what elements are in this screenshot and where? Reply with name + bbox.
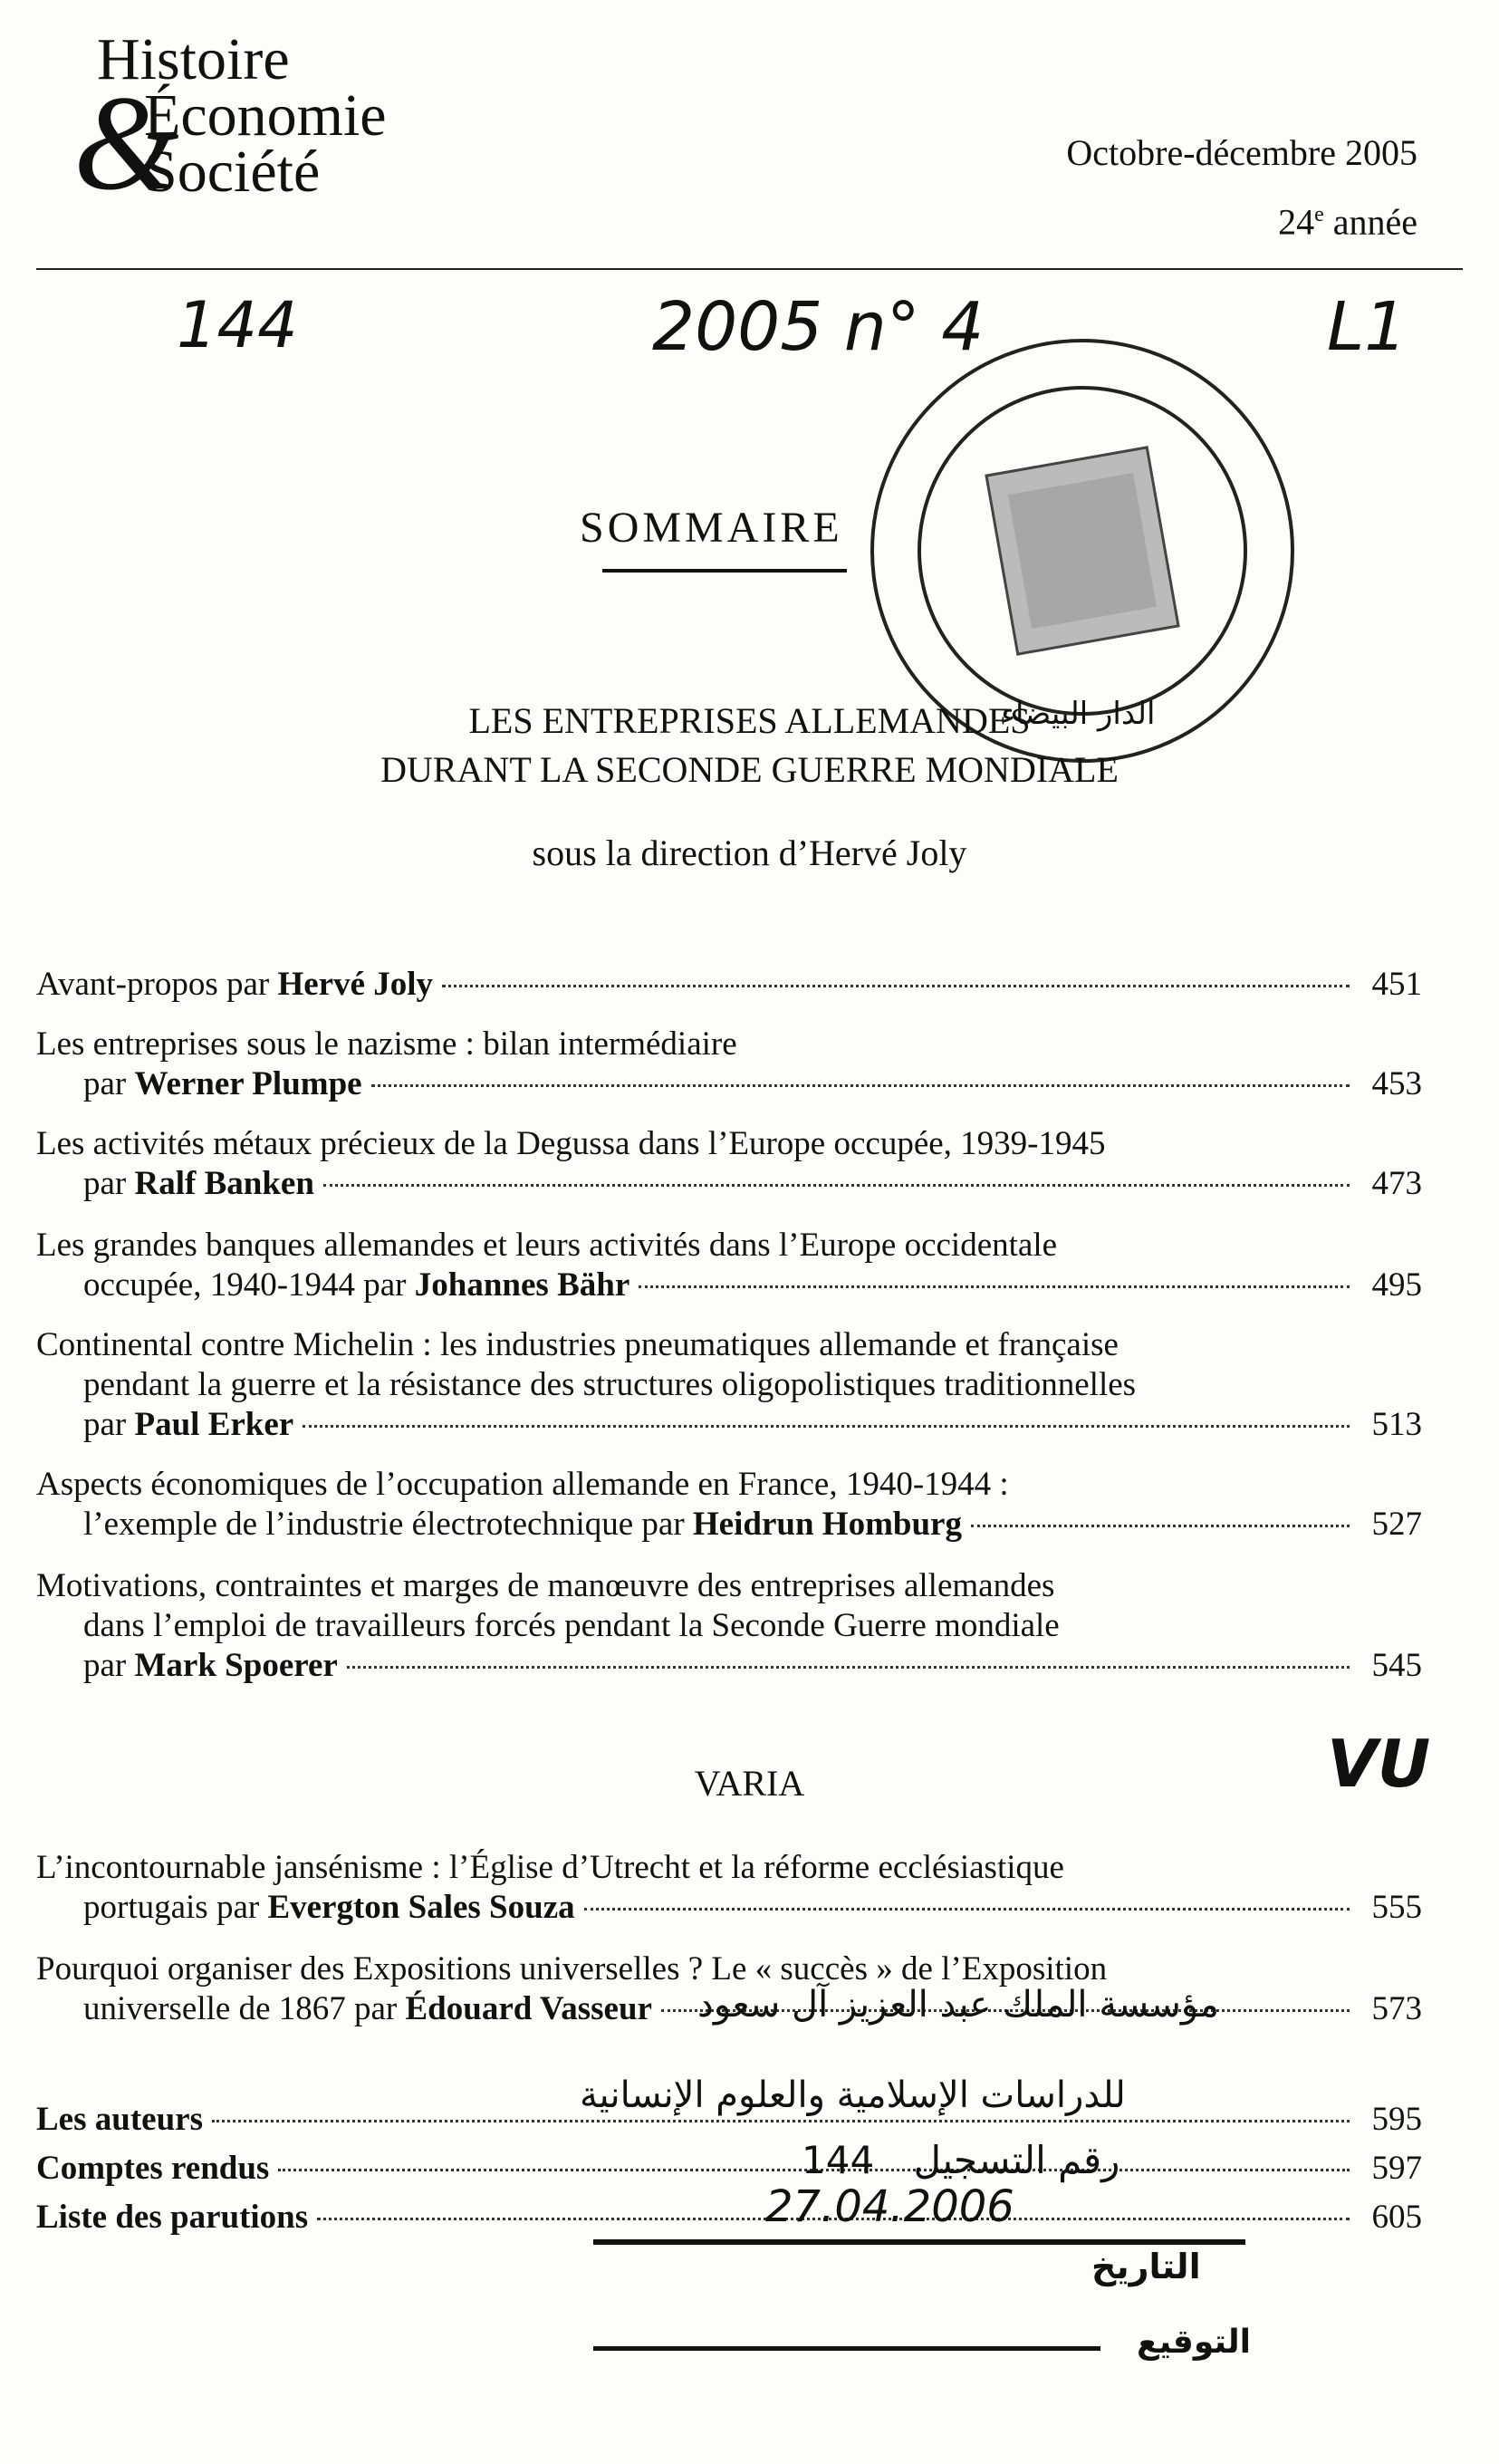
logo-line-economie: Économie [144, 82, 387, 149]
logo-line-societe: Société [144, 139, 321, 205]
page-number: 605 [1371, 2199, 1422, 2236]
signature-label: التوقيع [1137, 2324, 1251, 2361]
toc-entry[interactable]: Les activités métaux précieux de la Degussa dans l’Europe occupée, 1939-1945 par Ralf Banken 473 [36, 1125, 1422, 1202]
page-number: 555 [1371, 1889, 1422, 1926]
toc-entry[interactable]: L’incontournable jansénisme : l’Église d’Utrecht et la réforme ecclésiastique portugais par Evergton Sales Souza 555 [36, 1849, 1422, 1926]
handwritten-code: L1 [1327, 288, 1408, 366]
page-number: 573 [1371, 1990, 1422, 2027]
toc-main [36, 965, 1422, 1708]
reg-number-row [802, 2138, 1119, 2182]
reg-number: 144 [802, 2138, 875, 2182]
issue-year: 24e année [1278, 201, 1417, 243]
page-number: 453 [1371, 1065, 1422, 1102]
toc-entry[interactable]: Continental contre Michelin : les industries pneumatiques allemande et française pendant la guerre et la résistance des structures oligopolistiques traditionnelles par Paul Erker 513 [36, 1326, 1422, 1443]
editor-credit: sous la direction d’Hervé Joly [532, 833, 967, 873]
header-rule [36, 268, 1463, 270]
theme-title-line1: LES ENTREPRISES ALLEMANDES [468, 700, 1031, 741]
toc-entry[interactable]: Pourquoi organiser des Expositions universelles ? Le « succès » de l’Exposition universelle de 1867 par Édouard Vasseur 573 [36, 1950, 1422, 2027]
logo-ampersand: & [73, 68, 179, 218]
toc-entry[interactable]: Les auteurs 595 [36, 2101, 1422, 2138]
varia-heading: VARIA [694, 1763, 805, 1804]
title-underline [602, 569, 847, 573]
stamp-institution-line2: للدراسات الإسلامية والعلوم الإنسانية [580, 2074, 1126, 2116]
toc-entry[interactable]: Motivations, contraintes et marges de manœuvre des entreprises allemandes dans l’emploi de travailleurs forcés pendant la Seconde Guerre mondiale par Mark Spoerer 545 [36, 1567, 1422, 1684]
stamp-rule [593, 2239, 1245, 2245]
issue-info [1066, 122, 1417, 253]
toc-entry[interactable]: Comptes rendus 597 [36, 2150, 1422, 2187]
page-number: 597 [1371, 2150, 1422, 2187]
signature-rule [593, 2346, 1100, 2351]
page-number: 595 [1371, 2101, 1422, 2138]
toc-entry[interactable]: Les entreprises sous le nazisme : bilan intermédiaire par Werner Plumpe 453 [36, 1025, 1422, 1102]
stamp-institution-line1: مؤسسة الملك عبد العزيز آل سعود [697, 1984, 1219, 2026]
reg-date: 27.04.2006 [765, 2181, 1014, 2232]
toc-entry[interactable]: Les grandes banques allemandes et leurs activités dans l’Europe occidentale occupée, 1940-1944 par Johannes Bähr 495 [36, 1227, 1422, 1304]
toc-entry[interactable]: Liste des parutions 605 [36, 2199, 1422, 2236]
toc-entry[interactable]: Aspects économiques de l’occupation allemande en France, 1940-1944 : l’exemple de l’industrie électrotechnique par Heidrun Homburg 527 [36, 1466, 1422, 1543]
issue-date: Octobre-décembre 2005 [1066, 132, 1417, 173]
page-number: 527 [1371, 1506, 1422, 1543]
handwritten-seen-mark: VU [1327, 1726, 1431, 1802]
page-number: 473 [1371, 1165, 1422, 1202]
date-label: التاريخ [1091, 2247, 1201, 2286]
handwritten-issue-note: 2005 n° 4 [652, 288, 985, 366]
page-number: 495 [1371, 1266, 1422, 1304]
page-number: 513 [1371, 1406, 1422, 1443]
handwritten-number: 144 [177, 288, 298, 362]
reg-label: رقم التسجيل [913, 2138, 1120, 2182]
toc-entry[interactable]: Avant-propos par Hervé Joly 451 [36, 966, 1422, 1003]
registration-stamp [593, 2138, 1282, 2428]
logo-line-histoire: Histoire [97, 26, 290, 92]
page-number: 451 [1371, 966, 1422, 1003]
page-title: SOMMAIRE [580, 504, 843, 552]
seal-city-text: الدار البيضاء [1001, 696, 1156, 732]
theme-title-line2: DURANT LA SECONDE GUERRE MONDIALE [380, 749, 1119, 790]
page-number: 545 [1371, 1647, 1422, 1684]
